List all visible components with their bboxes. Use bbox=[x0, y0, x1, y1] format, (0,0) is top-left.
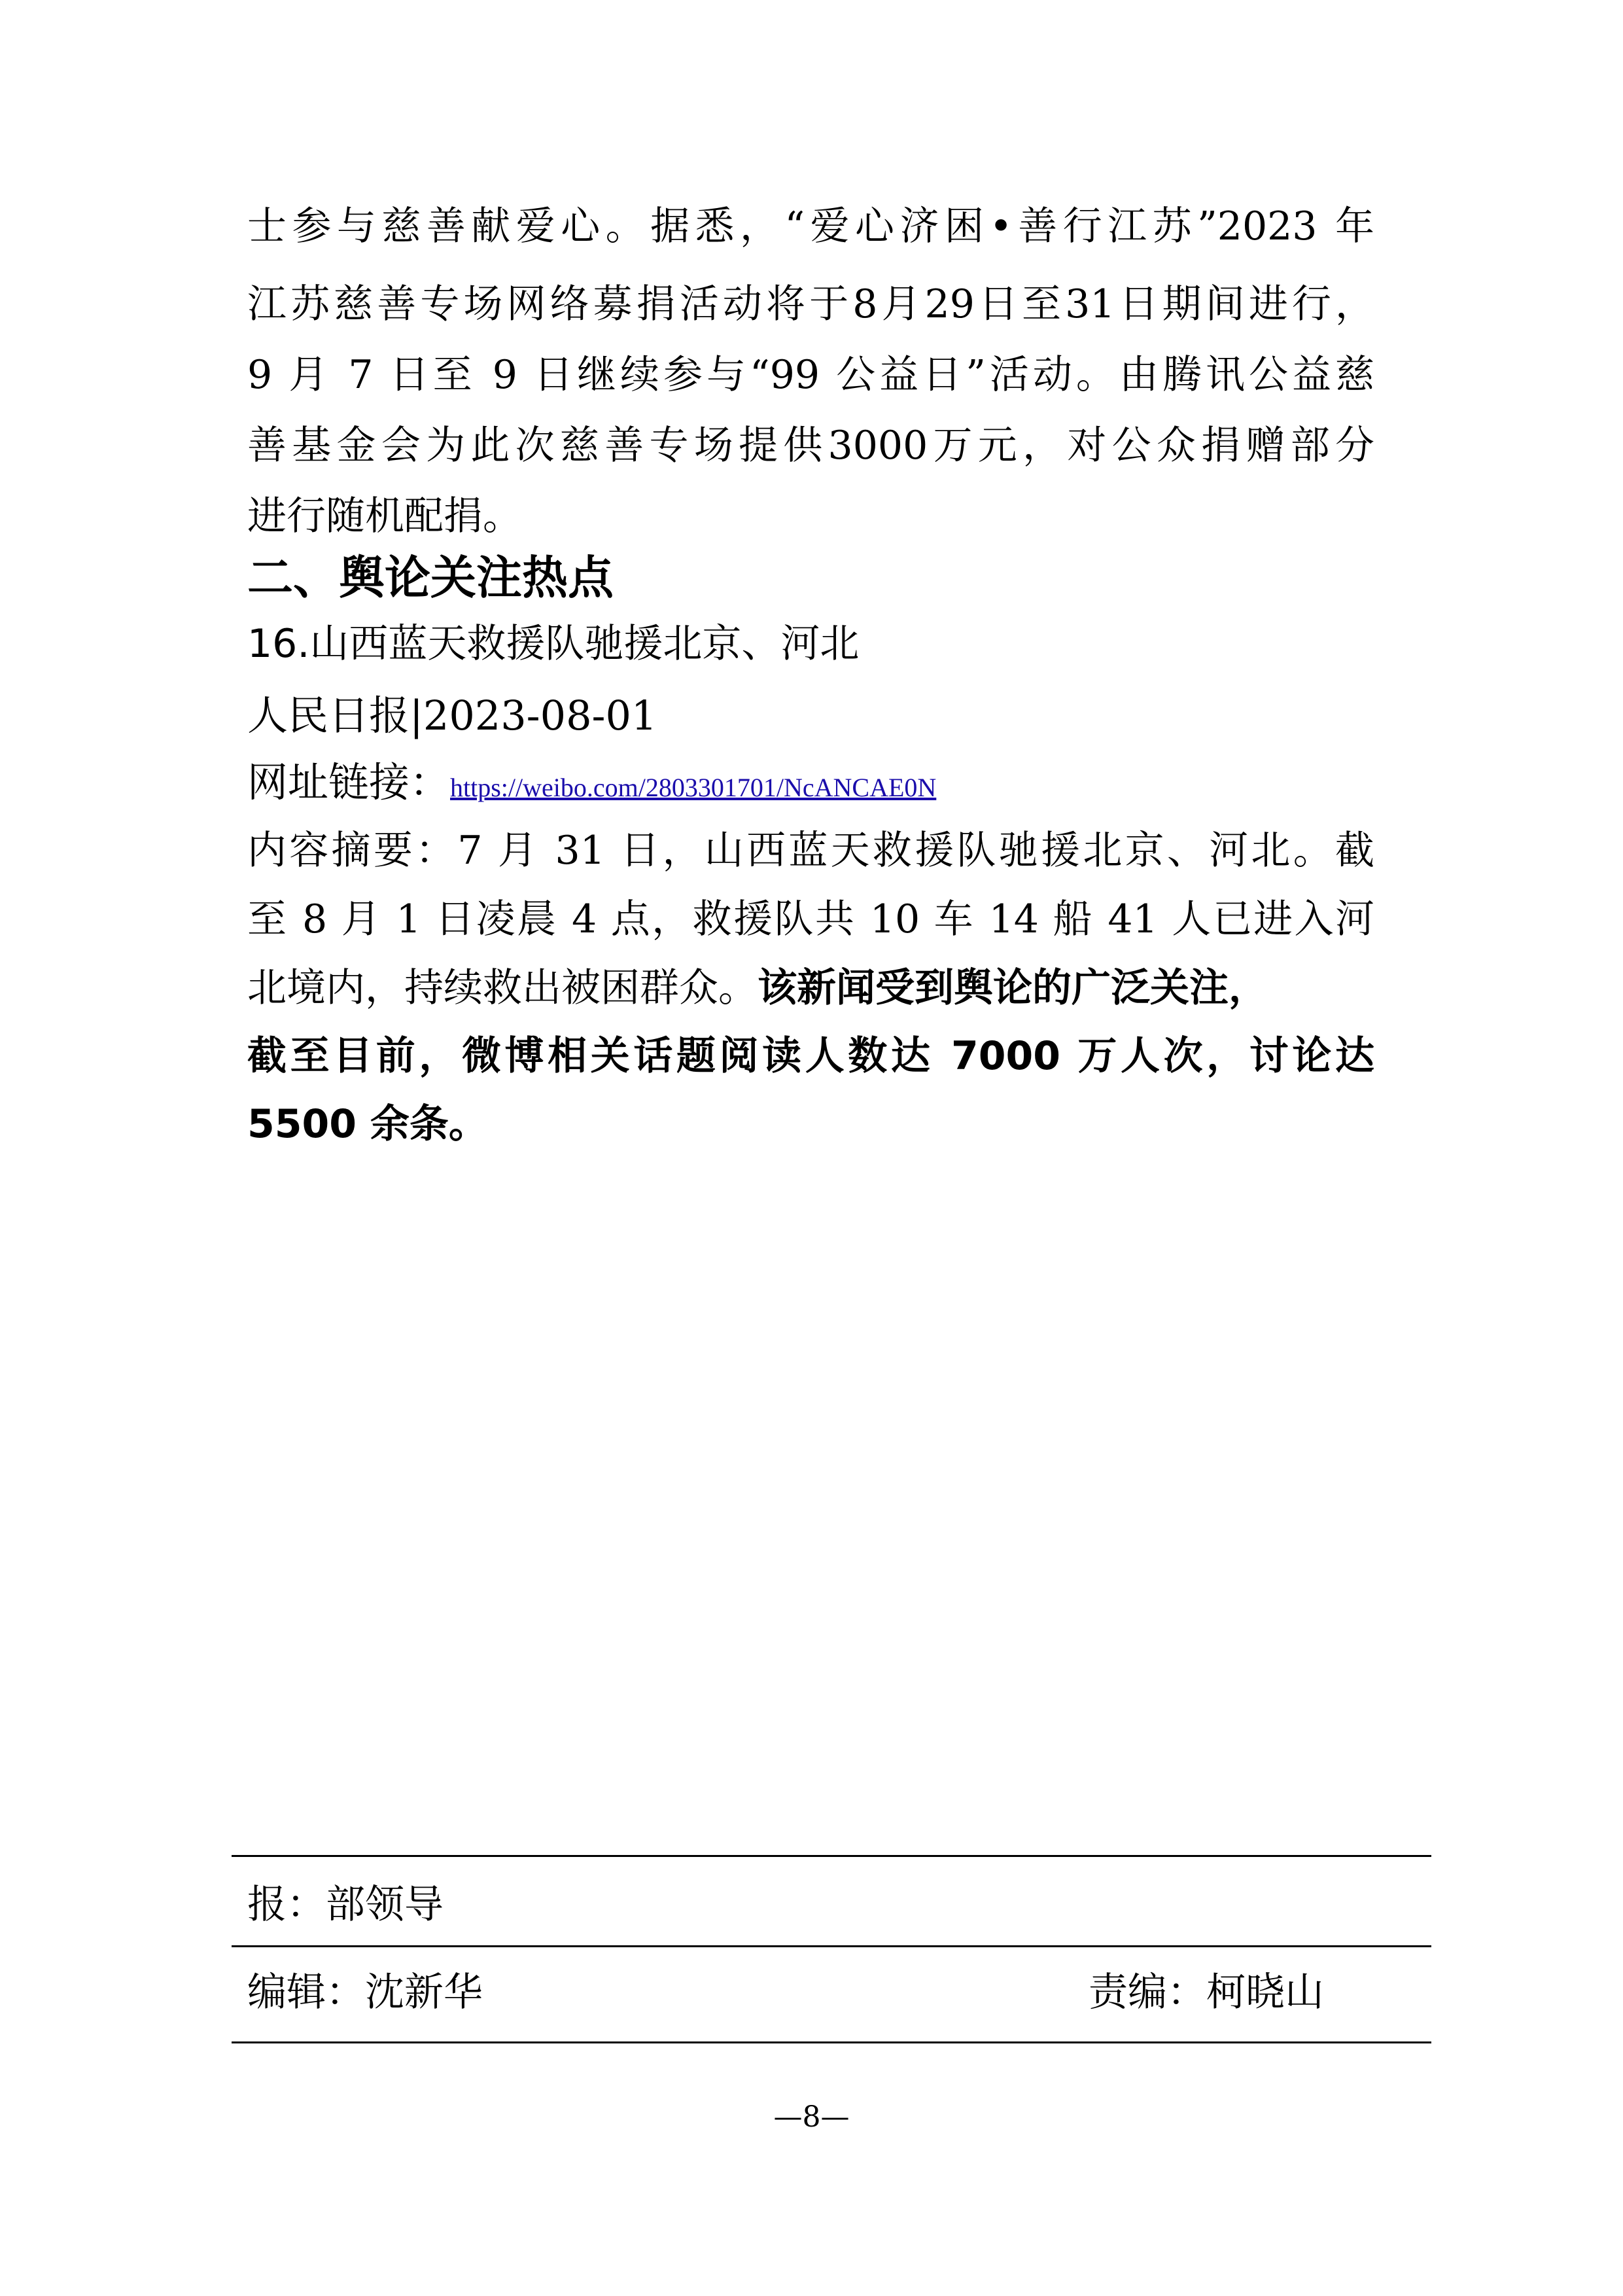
body-line-2: 江苏慈善专场网络募捐活动将于8月29日至31日期间进行， bbox=[247, 281, 1374, 327]
summary-line-1: 内容摘要：7 月 31 日，山西蓝天救援队驰援北京、河北。截 bbox=[247, 828, 1374, 874]
summary-bold-line-1: 截至目前，微博相关话题阅读人数达 7000 万人次，讨论达 bbox=[247, 1033, 1374, 1079]
summary-line-3-text: 北境内，持续救出被困群众。 bbox=[247, 965, 758, 1011]
body-line-5: 进行随机配捐。 bbox=[247, 493, 522, 539]
footer-chief-editor: 责编：柯晓山 bbox=[1089, 1969, 1324, 2015]
item-link-row bbox=[247, 749, 936, 822]
summary-bold-tail: 该新闻受到舆论的广泛关注， bbox=[758, 965, 1268, 1011]
body-line-4: 善基金会为此次慈善专场提供3000万元，对公众捐赠部分 bbox=[247, 423, 1374, 468]
footer-report-to: 报：部领导 bbox=[247, 1882, 444, 1928]
summary-bold-line-2: 5500 余条。 bbox=[247, 1101, 488, 1147]
footer-editor: 编辑：沈新华 bbox=[247, 1969, 483, 2015]
weibo-link[interactable]: https://weibo.com/2803301701/NcANCAE0N bbox=[450, 773, 937, 802]
footer-rule-top bbox=[232, 1855, 1431, 1857]
link-label: 网址链接： bbox=[247, 758, 451, 806]
body-line-3: 9 月 7 日至 9 日继续参与“99 公益日”活动。由腾讯公益慈 bbox=[247, 352, 1374, 398]
summary-line-2: 至 8 月 1 日凌晨 4 点，救援队共 10 车 14 船 41 人已进入河 bbox=[247, 896, 1374, 942]
item-source-date: 人民日报|2023-08-01 bbox=[247, 692, 657, 739]
page-number: —8— bbox=[773, 2100, 850, 2134]
footer-rule-bottom bbox=[232, 2041, 1431, 2043]
summary-line-3 bbox=[247, 954, 1374, 1022]
footer-rule-middle bbox=[232, 1945, 1431, 1947]
body-line-1: 士参与慈善献爱心。据悉，“爱心济困•善行江苏”2023 年 bbox=[247, 203, 1374, 249]
section-heading: 二、舆论关注热点 bbox=[247, 551, 614, 605]
item-title: 16.山西蓝天救援队驰援北京、河北 bbox=[247, 621, 860, 667]
